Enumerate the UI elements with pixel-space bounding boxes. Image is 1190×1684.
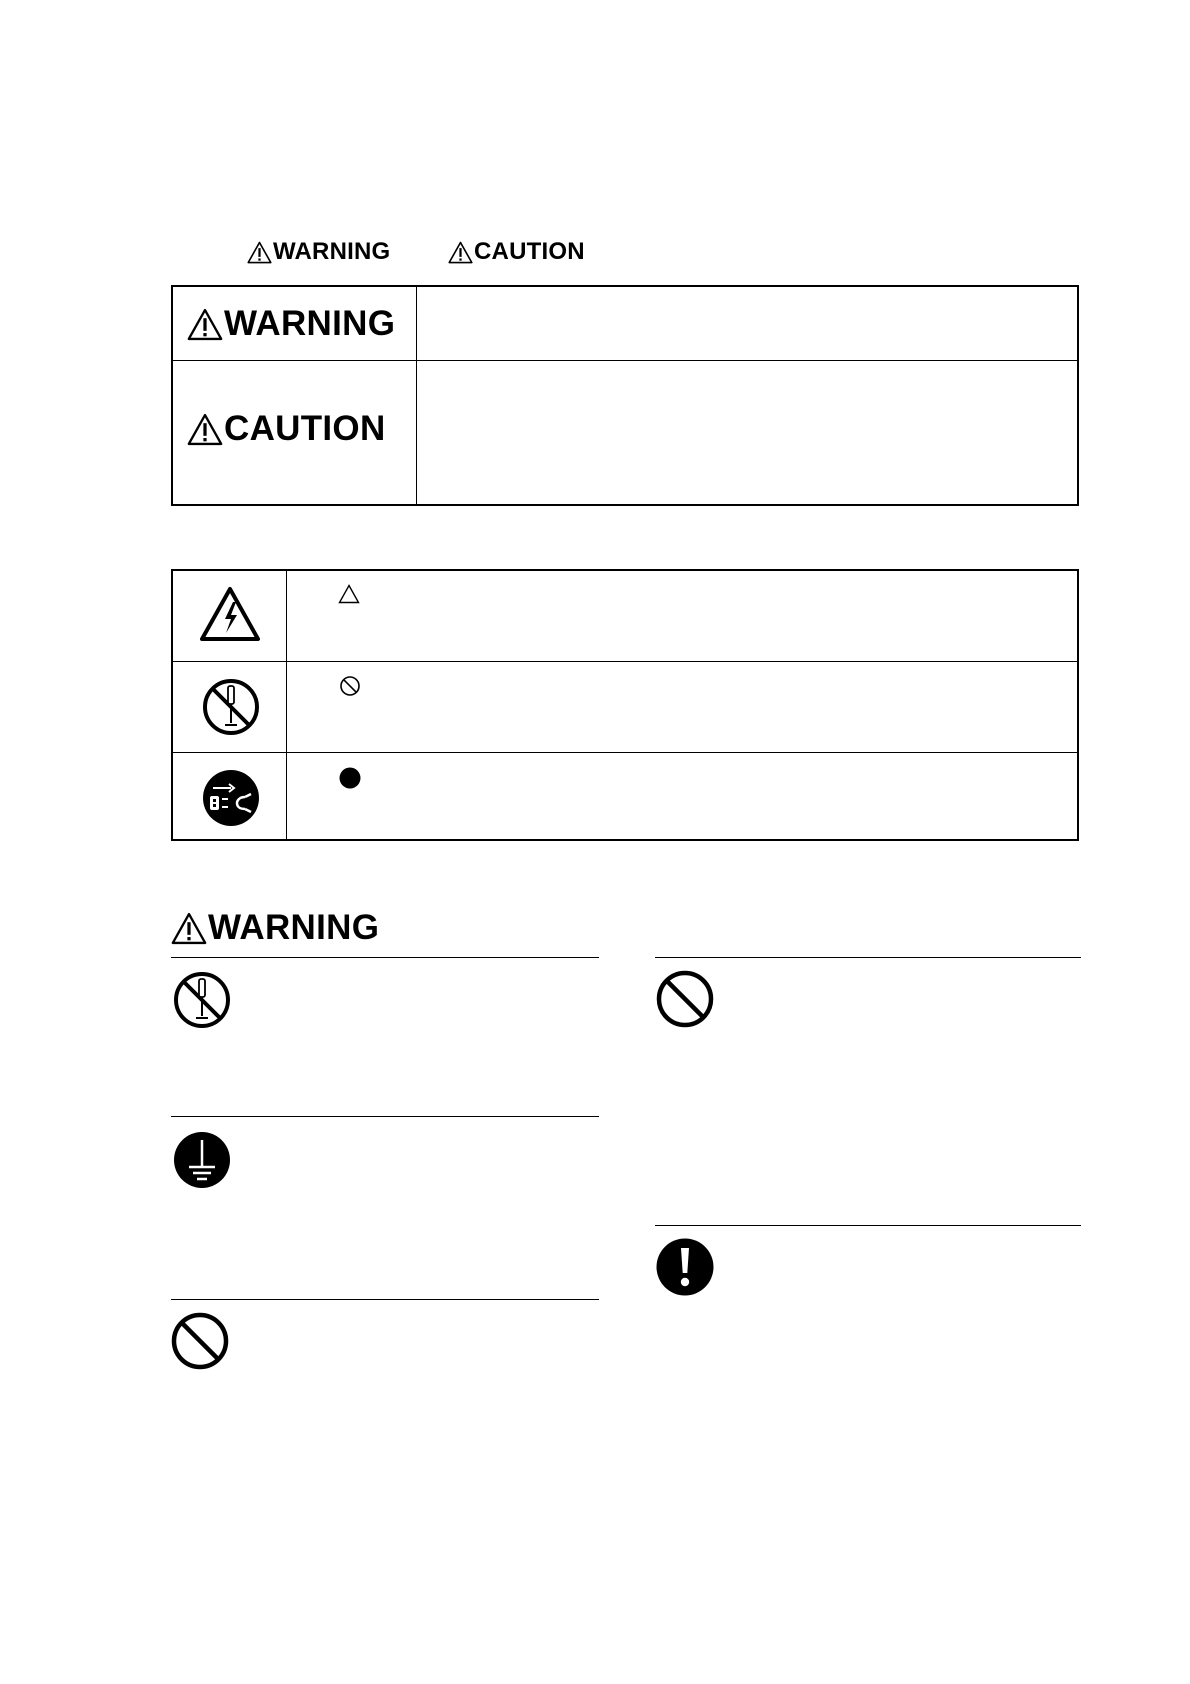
table-divider bbox=[416, 287, 417, 504]
table-divider bbox=[173, 360, 1077, 361]
level-caution-label: CAUTION bbox=[224, 409, 386, 448]
ground-icon bbox=[172, 1130, 232, 1190]
warning-triangle-icon bbox=[448, 241, 473, 264]
section-rule bbox=[655, 1225, 1081, 1226]
legend-caution-label bbox=[448, 238, 585, 266]
table-divider bbox=[173, 752, 1077, 753]
level-row-caution bbox=[187, 409, 386, 449]
no-disassembly-icon bbox=[172, 970, 232, 1030]
small-filled-circle-icon bbox=[338, 766, 362, 790]
small-prohibition-icon bbox=[339, 675, 361, 697]
table-divider bbox=[286, 571, 287, 839]
prohibition-icon bbox=[655, 969, 715, 1029]
legend-warning-text: WARNING bbox=[273, 238, 391, 265]
legend-warning-label bbox=[247, 238, 390, 266]
level-row-warning bbox=[187, 304, 395, 344]
section-rule bbox=[171, 957, 599, 958]
exclamation-icon bbox=[655, 1237, 715, 1297]
no-disassembly-icon bbox=[201, 677, 261, 737]
warning-triangle-icon bbox=[187, 413, 223, 446]
prohibition-icon bbox=[170, 1311, 230, 1371]
warning-section-heading bbox=[171, 908, 379, 948]
small-triangle-icon bbox=[338, 584, 360, 604]
warning-triangle-icon bbox=[247, 241, 272, 264]
symbol-meaning-table bbox=[171, 569, 1079, 841]
table-divider bbox=[173, 661, 1077, 662]
legend-caution-text: CAUTION bbox=[474, 238, 585, 265]
warning-triangle-icon bbox=[187, 308, 223, 341]
level-warning-label: WARNING bbox=[224, 304, 396, 343]
hazard-level-table bbox=[171, 285, 1079, 506]
unplug-icon bbox=[201, 768, 261, 828]
section-rule bbox=[171, 1116, 599, 1117]
electric-shock-icon bbox=[199, 586, 261, 642]
warning-section-title: WARNING bbox=[208, 908, 380, 947]
section-rule bbox=[655, 957, 1081, 958]
section-rule bbox=[171, 1299, 599, 1300]
warning-triangle-icon bbox=[171, 912, 207, 945]
